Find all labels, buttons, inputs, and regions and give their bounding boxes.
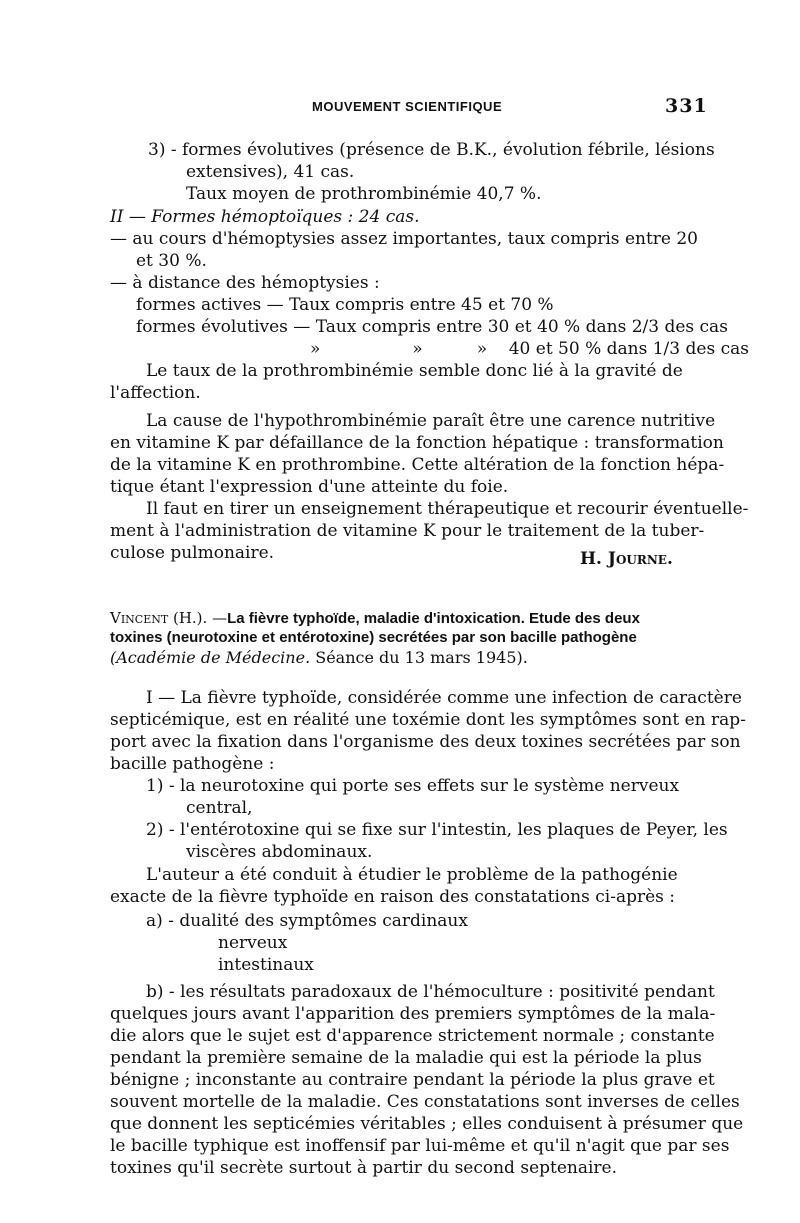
conclusion-line-1: La cause de l'hypothrombinémie paraît être une carence nutritive [146,411,716,431]
entry-author: Vincent (H.). [110,609,208,627]
body-line-20: que donnent les septicémies véritables ; elles conduisent à présumer que [110,1114,744,1134]
body-line-3: port avec la fixation dans l'organisme des deux toxines secrétées par son [110,732,741,752]
intro-line-8: formes actives — Taux compris entre 45 et 70 % [136,295,554,315]
running-header [0,97,800,121]
body-line-14: b) - les résultats paradoxaux de l'hémoculture : positivité pendant [146,982,715,1002]
body-line-7: 2) - l'entérotoxine qui se fixe sur l'intestin, les plaques de Peyer, les [146,820,728,840]
body-line-8: viscères abdominaux. [186,842,373,862]
entry-source-date: Séance du 13 mars 1945). [315,648,528,667]
entry-source-journal: (Académie de Médecine. [110,648,311,667]
body-line-11: a) - dualité des symptômes cardinaux [146,911,468,931]
conclusion-line-4: tique étant l'expression d'une atteinte du foie. [110,477,509,497]
body-line-13: intestinaux [218,955,314,975]
signature: H. Journe. [580,549,673,569]
body-line-9: L'auteur a été conduit à étudier le problème de la pathogénie [146,865,678,885]
conclusion-line-7: culose pulmonaire. [110,543,275,563]
header-title: MOUVEMENT SCIENTIFIQUE [312,99,503,114]
entry-line-1 [110,608,640,629]
intro-line-5: — au cours d'hémoptysies assez importantes, taux compris entre 20 [110,229,699,249]
entry-line-3 [110,648,528,668]
body-line-16: die alors que le sujet est d'apparence strictement normale ; constante [110,1026,715,1046]
body-line-6: central, [186,798,253,818]
intro-line-1: 3) - formes évolutives (présence de B.K., évolution fébrile, lésions [148,140,715,160]
body-line-12: nerveux [218,933,288,953]
conclusion-line-3: de la vitamine K en prothrombine. Cette altération de la fonction hépa- [110,455,725,475]
entry-title-part1: La fièvre typhoïde, maladie d'intoxication. Etude des deux [227,610,640,627]
intro-line-3: Taux moyen de prothrombinémie 40,7 %. [186,184,542,204]
intro-line-7: — à distance des hémoptysies : [110,273,380,293]
body-line-19: souvent mortelle de la maladie. Ces constatations sont inverses de celles [110,1092,740,1112]
body-line-1: I — La fièvre typhoïde, considérée comme une infection de caractère [146,688,742,708]
body-line-2: septicémique, est en réalité une toxémie dont les symptômes sont en rap- [110,710,746,730]
body-line-21: le bacille typhique est inoffensif par lui-même et qu'il n'agit que par ses [110,1136,730,1156]
intro-line-4: II — Formes hémoptoïques : 24 cas. [110,207,420,227]
page-number: 331 [665,95,708,117]
conclusion-line-2: en vitamine K par défaillance de la fonction hépatique : transformation [110,433,724,453]
conclusion-line-6: ment à l'administration de vitamine K pour le traitement de la tuber- [110,521,705,541]
intro-line-2: extensives), 41 cas. [186,162,355,182]
intro-line-6: et 30 %. [136,251,207,271]
conclusion-line-5: Il faut en tirer un enseignement thérapeutique et recourir éventuelle- [146,499,749,519]
body-line-10: exacte de la fièvre typhoïde en raison des constatations ci-après : [110,887,676,907]
intro-line-11: Le taux de la prothrombinémie semble donc lié à la gravité de [146,361,683,381]
body-line-15: quelques jours avant l'apparition des premiers symptômes de la mala- [110,1004,716,1024]
intro-line-10: » » » 40 et 50 % dans 1/3 des cas [310,339,749,359]
body-line-5: 1) - la neurotoxine qui porte ses effets sur le système nerveux [146,776,680,796]
entry-dash: — [212,609,228,627]
body-line-4: bacille pathogène : [110,754,275,774]
intro-line-9: formes évolutives — Taux compris entre 30 et 40 % dans 2/3 des cas [136,317,728,337]
body-line-18: bénigne ; inconstante au contraire pendant la période la plus grave et [110,1070,715,1090]
body-line-22: toxines qu'il secrète surtout à partir du second septenaire. [110,1158,618,1178]
body-line-17: pendant la première semaine de la maladie qui est la période la plus [110,1048,702,1068]
entry-title-part2: toxines (neurotoxine et entérotoxine) secrétées par son bacille pathogène [110,629,637,646]
intro-line-12: l'affection. [110,383,201,403]
